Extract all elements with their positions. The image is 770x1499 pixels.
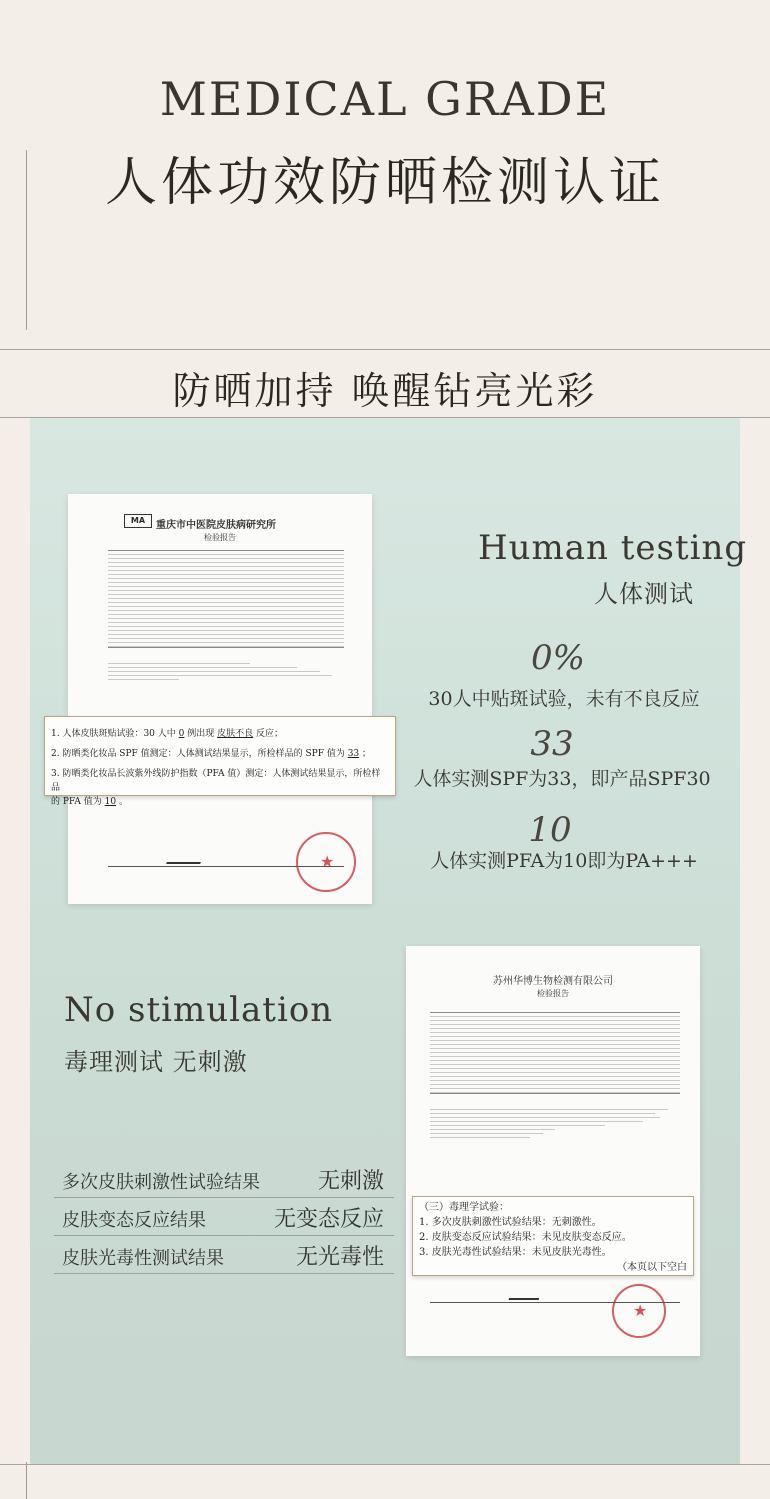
- callout-2-tail: （本页以下空白: [617, 1262, 687, 1273]
- callout-2-line-3: 3. 皮肤光毒性试验结果：未见皮肤光毒性。: [419, 1247, 612, 1258]
- cma-logo: MA: [124, 514, 152, 528]
- stat-value-3: 10: [528, 810, 572, 850]
- report-lines-1: [108, 660, 344, 680]
- report-org-2: 苏州华博生物检测有限公司: [493, 976, 613, 987]
- result-row-3: [54, 1236, 394, 1274]
- result-label-1: 多次皮肤刺激性试验结果: [62, 1172, 260, 1193]
- signature-mark-2: [509, 1292, 542, 1300]
- report-title-2: 检验报告: [537, 989, 569, 998]
- red-stamp-2: ★: [612, 1284, 666, 1338]
- callout-1-line-3: 3. 防晒类化妆品长波紫外线防护指数（PFA 值）测定：人体测试结果显示，所检样品 的 PFA 值为 10 。: [51, 769, 381, 807]
- report-table-1: [108, 550, 344, 648]
- result-value-1: 无刺激: [317, 1169, 384, 1194]
- callout-2-line-2: 2. 皮肤变态反应试验结果：未见皮肤变态反应。: [419, 1232, 632, 1243]
- testing-heading-cn: 人体测试: [594, 580, 694, 608]
- bottom-left-line: [26, 1462, 27, 1499]
- result-row-2: [54, 1198, 394, 1236]
- stat-value-1: 0%: [531, 638, 585, 678]
- report-title-1: 检验报告: [204, 533, 236, 542]
- report-org-1: 重庆市中医院皮肤病研究所: [156, 520, 276, 531]
- left-divider-line: [26, 150, 27, 330]
- callout-2-head: （三）毒理学试验：: [419, 1202, 509, 1213]
- stat-text-2: 人体实测SPF为33，即产品SPF30: [413, 768, 711, 790]
- stat-text-1: 30人中贴斑试验，未有不良反应: [428, 688, 700, 710]
- callout-2-line-1: 1. 多次皮肤刺激性试验结果：无刺激性。: [419, 1217, 602, 1228]
- stat-value-2: 33: [530, 724, 574, 764]
- callout-1-line-2: 2. 防晒类化妆品 SPF 值测定：人体测试结果显示，所检样品的 SPF 值为 33 ；: [51, 749, 372, 759]
- report-lines-2: [430, 1106, 680, 1138]
- stimulation-heading-en: No stimulation: [64, 990, 334, 1030]
- stat-text-3: 人体实测PFA为10即为PA+++: [430, 850, 698, 872]
- hero-title-en: MEDICAL GRADE: [159, 72, 611, 126]
- report-callout-1: [44, 716, 396, 807]
- result-value-2: 无变态反应: [273, 1207, 384, 1232]
- stimulation-heading-cn: 毒理测试 无刺激: [64, 1048, 248, 1076]
- signature-mark-1: [166, 854, 204, 864]
- bottom-divider-line: [0, 1464, 770, 1465]
- top-divider-line: [0, 349, 770, 350]
- report-document-1: [68, 494, 372, 904]
- result-value-3: 无光毒性: [295, 1245, 384, 1270]
- red-stamp-1: ★: [296, 832, 356, 892]
- callout-1-line-1: 1. 人体皮肤斑贴试验：30 人中 0 例出现 皮肤不良 反应；: [51, 729, 284, 739]
- report-document-2: [406, 946, 700, 1356]
- result-row-1: [54, 1160, 394, 1198]
- hero-title-cn: 人体功效防晒检测认证: [104, 153, 665, 213]
- testing-heading-en: Human testing: [478, 528, 748, 568]
- result-label-3: 皮肤光毒性测试结果: [62, 1248, 224, 1269]
- report-table-2: [430, 1012, 680, 1094]
- subtitle: 防晒加持 唤醒钻亮光彩: [172, 369, 598, 413]
- result-label-2: 皮肤变态反应结果: [62, 1210, 206, 1231]
- report-callout-2: [412, 1196, 694, 1276]
